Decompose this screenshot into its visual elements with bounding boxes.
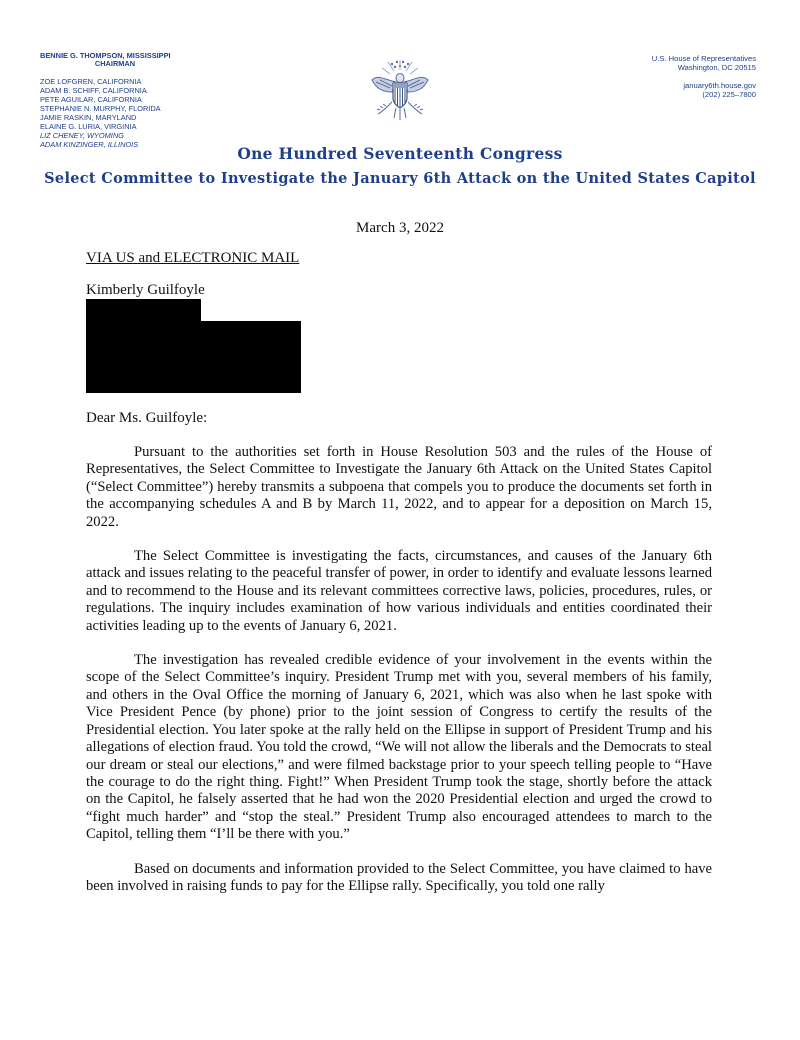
body-paragraph: The Select Committee is investigating the facts, circumstances, and causes of the January 6th attack and issues relating to the peaceful transfer of power, in order to identify and evaluate lessons learned and to recommend to the House and its relevant committees corrective laws, policies, procedures, rules, or regulations. The inquiry includes examination of how various individuals and entities coordinated their activities leading up to the events of January 6, 2021. [86, 548, 712, 634]
salutation: Dear Ms. Guilfoyle: [86, 410, 208, 426]
body-paragraph: Based on documents and information provided to the Select Committee, you have claimed to have been involved in raising funds to pay for the Ellipse rally. Specifically, you told one rally [86, 860, 712, 894]
member-name: ADAM B. SCHIFF, CALIFORNIA [40, 86, 147, 95]
great-seal-eagle-icon [368, 58, 432, 128]
member-name: STEPHANIE N. MURPHY, FLORIDA [40, 104, 161, 113]
member-list [40, 77, 240, 149]
committee-members-block [40, 52, 240, 149]
committee-title: Select Committee to Investigate the January 6th Attack on the United States Capitol [44, 170, 756, 187]
chairman-title: CHAIRMAN [94, 59, 136, 68]
contact-line2: Washington, DC 20515 [677, 63, 756, 72]
delivery-method: VIA US and ELECTRONIC MAIL [86, 250, 300, 266]
contact-block [652, 54, 756, 99]
redaction-block [86, 299, 201, 321]
body-paragraph: Pursuant to the authorities set forth in House Resolution 503 and the rules of the House of Representatives, the Select Committee to Investigate the January 6th Attack on the United States Capitol (“Select Committee”) hereby transmits a subpoena that compels you to produce the documents set forth in the accompanying schedules A and B by March 11, 2022, and to appear for a deposition on March 15, 2022. [86, 444, 712, 530]
congress-title: One Hundred Seventeenth Congress [237, 144, 563, 163]
member-name: LIZ CHENEY, WYOMING [40, 131, 124, 140]
member-name: ELAINE G. LURIA, VIRGINIA [40, 122, 137, 131]
recipient-name: Kimberly Guilfoyle [86, 282, 205, 298]
committee-phone: (202) 225–7800 [702, 90, 756, 99]
chairman-block [40, 52, 240, 68]
committee-website: january6th.house.gov [683, 81, 756, 90]
contact-line1: U.S. House of Representatives [651, 54, 756, 63]
member-name: PETE AGUILAR, CALIFORNIA [40, 95, 142, 104]
member-name: ADAM KINZINGER, ILLINOIS [40, 140, 139, 149]
chairman-name: BENNIE G. THOMPSON, MISSISSIPPI [40, 51, 171, 60]
body-paragraph: The investigation has revealed credible evidence of your involvement in the events within the scope of the Select Committee’s inquiry. President Trump met with you, several members of his family, and others in the Oval Office the morning of January 6, 2021, which was also when he last spoke with Vice President Pence (by phone) prior to the joint session of Congress to certify the results of the Presidential election. You later spoke at the rally held on the Ellipse in support of President Trump and his allegations of election fraud. You told the crowd, “We will not allow the liberals and the Democrats to steal our dream or steal our elections,” and were filmed backstage prior to your speech telling people to “Have the courage to do the right thing. Fight!” When President Trump took the stage, shortly before the attack on the Capitol, he falsely asserted that he had won the 2020 Presidential election and urged the crowd to “fight much harder” and “stop the steal.” President Trump also encouraged attendees to march to the Capitol, telling them “I’ll be there with you.” [86, 652, 712, 843]
redaction-block [86, 321, 301, 393]
letter-body [86, 444, 712, 912]
letter-date: March 3, 2022 [356, 220, 444, 236]
member-name: ZOE LOFGREN, CALIFORNIA [40, 77, 142, 86]
member-name: JAMIE RASKIN, MARYLAND [40, 113, 137, 122]
